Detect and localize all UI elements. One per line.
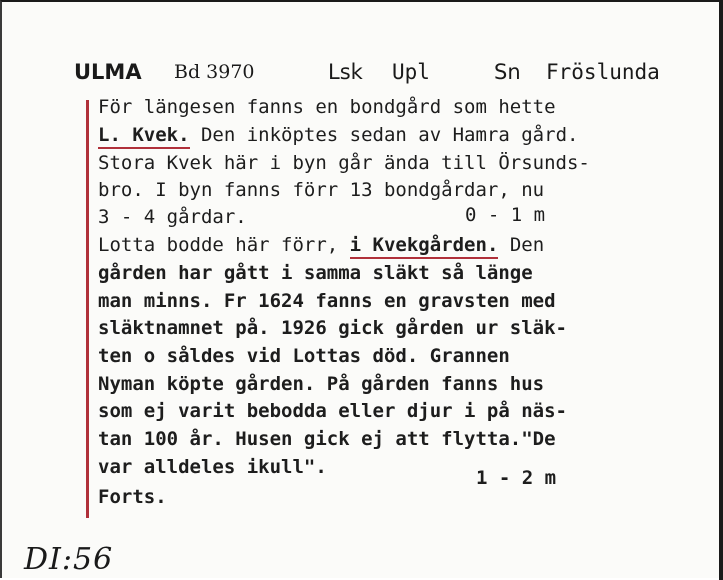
county-name: Upl — [392, 60, 430, 84]
measure-annotation: 1 - 2 m — [476, 467, 557, 489]
underlined-place: i Kvekgården. — [350, 234, 499, 259]
text-line: var alldeles ikull". — [98, 456, 327, 478]
card-header — [74, 54, 694, 90]
text-line: Forts. — [98, 486, 167, 508]
text-line — [98, 232, 544, 258]
text-line: Nyman köpte gården. På gården fanns hus — [98, 373, 545, 395]
text-fragment: Lotta bodde här förr, — [98, 234, 350, 256]
text-fragment: Den — [498, 234, 545, 256]
text-line: För längesen fanns en bondgård som hette — [98, 96, 556, 118]
text-fragment: Den inköptes sedan av Hamra gård. — [189, 124, 579, 146]
text-line: ten o såldes vid Lottas död. Grannen — [98, 345, 510, 367]
text-line: som ej varit bebodda eller djur i på näs- — [98, 400, 567, 422]
text-line: gården har gått i samma släkt så länge — [98, 262, 533, 284]
parish-name: Fröslunda — [546, 60, 660, 84]
text-line: Stora Kvek här i byn går ända till Örsunds- — [98, 152, 590, 174]
underlined-name: L. Kvek. — [98, 124, 190, 149]
card-edge — [719, 2, 723, 580]
parish-label: Sn — [494, 60, 521, 84]
volume-number: Bd 3970 — [174, 61, 255, 83]
measure-annotation: 0 - 1 m — [465, 204, 546, 226]
archive-code: ULMA — [74, 60, 142, 84]
text-line — [98, 122, 578, 148]
text-line: man minns. Fr 1624 fanns en gravsten med — [98, 290, 556, 312]
county-label: Lsk — [328, 60, 363, 84]
card-signature: DI:56 — [24, 542, 114, 577]
text-line: 3 - 4 gårdar. — [98, 206, 247, 228]
text-line: bro. I byn fanns förr 13 bondgårdar, nu — [98, 179, 545, 201]
text-line: tan 100 år. Husen gick ej att flytta."De — [98, 428, 556, 450]
text-line: släktnamnet på. 1926 gick gården ur släk- — [98, 317, 567, 339]
margin-line — [86, 100, 89, 518]
